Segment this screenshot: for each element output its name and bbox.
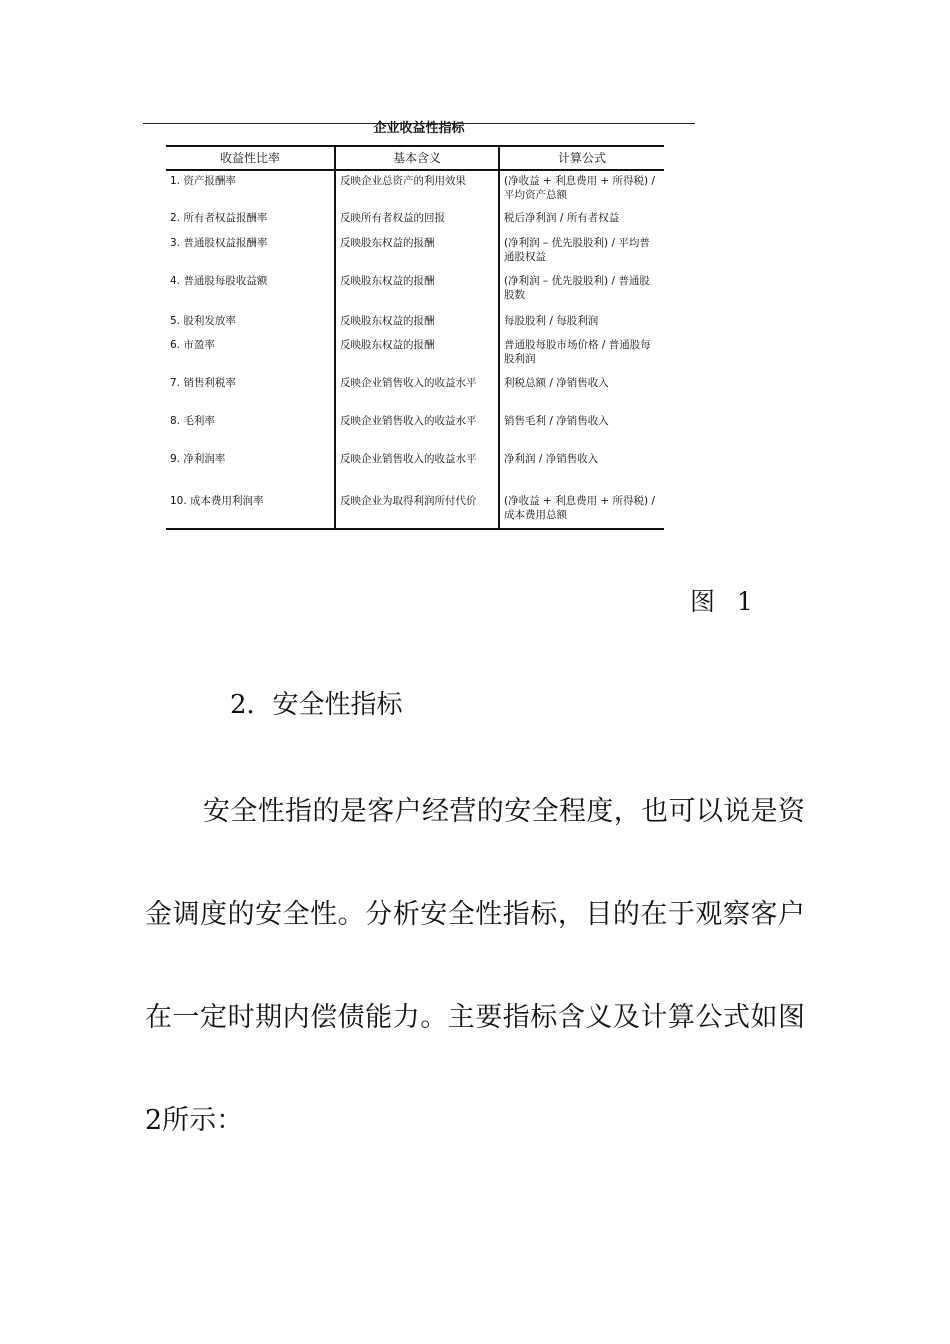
meaning-cell: 反映所有者权益的回报 — [335, 208, 499, 233]
ratio-name-cell: 5. 股利发放率 — [170, 315, 236, 327]
ratio-name-cell: 3. 普通股权益报酬率 — [170, 237, 268, 249]
body-paragraph: 安全性指的是客户经营的安全程度，也可以说是资金调度的安全性。分析安全性指标，目的在于观察客户在一定时期内偿债能力。主要指标含义及计算公式如图2所示： — [145, 796, 805, 1136]
table-row — [166, 411, 664, 449]
ratio-name-cell: 10. 成本费用利润率 — [166, 491, 335, 529]
formula-cell: 税后净利润 / 所有者权益 — [499, 208, 664, 233]
formula-cell: (净利润 – 优先股股利) / 平均普通股权益 — [499, 233, 664, 271]
column-header: 收益性比率 — [166, 146, 335, 170]
meaning-cell: 反映企业销售收入的收益水平 — [335, 449, 499, 491]
ratio-name-cell: 7. 销售利税率 — [170, 377, 236, 389]
formula-cell: (净利润 – 优先股股利) / 普通股股数 — [499, 271, 664, 311]
meaning-cell: 反映企业销售收入的收益水平 — [335, 373, 499, 411]
column-header: 基本含义 — [335, 146, 499, 170]
meaning-cell: 反映股东权益的报酬 — [335, 271, 499, 311]
formula-cell: 净利润 / 净销售收入 — [499, 449, 664, 491]
meaning-cell: 反映企业总资产的利用效果 — [335, 170, 499, 208]
table-row — [166, 491, 664, 529]
table-row — [166, 233, 664, 271]
formula-cell: 普通股每股市场价格 / 普通股每股利润 — [499, 335, 664, 373]
section-heading: 2．安全性指标 — [230, 690, 403, 720]
meaning-cell: 反映企业为取得利润所付代价 — [335, 491, 499, 529]
table-title: 企业收益性指标 — [373, 121, 465, 136]
formula-cell: 利税总额 / 净销售收入 — [499, 373, 664, 411]
ratio-name-cell: 4. 普通股每股收益额 — [170, 275, 268, 287]
meaning-cell: 反映股东权益的报酬 — [335, 311, 499, 335]
ratio-name-cell: 6. 市盈率 — [170, 339, 215, 351]
meaning-cell: 反映股东权益的报酬 — [335, 233, 499, 271]
table-row — [166, 311, 664, 335]
formula-cell: (净收益 + 利息费用 + 所得税) / 成本费用总额 — [499, 491, 664, 529]
formula-cell: 每股股利 / 每股利润 — [499, 311, 664, 335]
ratio-name-cell: 1. 资产报酬率 — [170, 175, 236, 187]
table-row — [166, 170, 664, 208]
formula-cell: (净收益 + 利息费用 + 所得税) / 平均资产总额 — [499, 170, 664, 208]
table-row — [166, 373, 664, 411]
table-row — [166, 449, 664, 491]
ratio-name-cell: 8. 毛利率 — [170, 415, 215, 427]
column-header: 计算公式 — [499, 146, 664, 170]
meaning-cell: 反映股东权益的报酬 — [335, 335, 499, 373]
figure-caption: 图 1 — [690, 587, 755, 616]
meaning-cell: 反映企业销售收入的收益水平 — [335, 411, 499, 449]
table-header-row — [166, 146, 664, 170]
table-row — [166, 271, 664, 311]
ratio-name-cell: 9. 净利润率 — [170, 453, 226, 465]
formula-cell: 销售毛利 / 净销售收入 — [499, 411, 664, 449]
table-row — [166, 208, 664, 233]
table-row — [166, 335, 664, 373]
ratio-name-cell: 2. 所有者权益报酬率 — [170, 212, 268, 224]
profitability-indicators-table — [166, 145, 664, 530]
